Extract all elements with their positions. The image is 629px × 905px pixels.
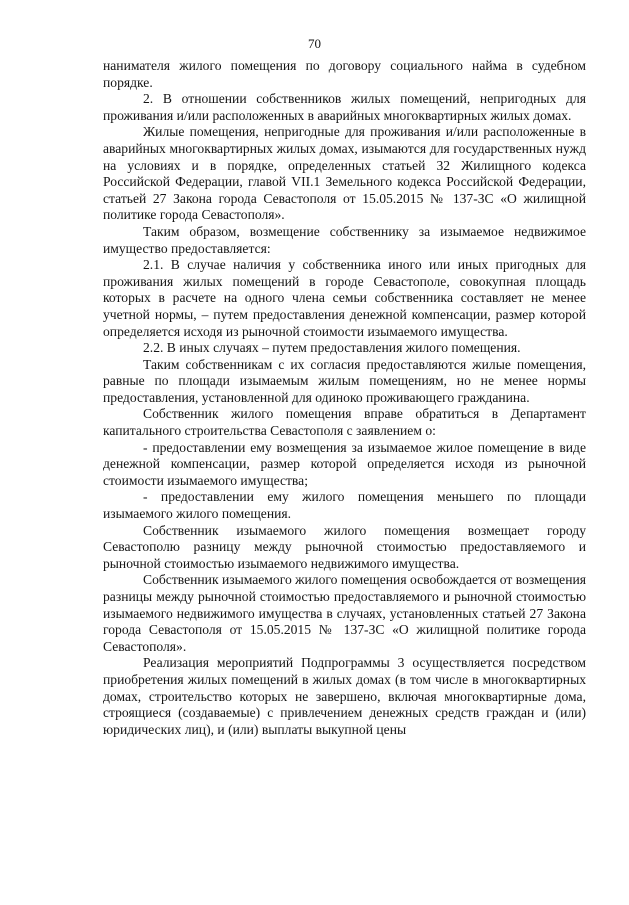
paragraph-exemption: Собственник изымаемого жилого помещения освобождается от возмещения разницы между рыночной стоимостью предоставляемого и рыночной стоимостью изымаемого недвижимого имущества в случаях, установленных статьей 27 Закона города Севастополя от 15.05.2015 № 137-ЗС «О жилищной политике города Севастополя». (103, 572, 586, 654)
page-number: 70 (308, 36, 321, 51)
paragraph-subprogram-3: Реализация мероприятий Подпрограммы 3 осуществляется посредством приобретения жилых помещений в жилых домах (в том числе в многоквартирных домах, строительство которых не завершено, включая многоквартирные дома, строящиеся (создаваемые) с привлечением денежных средств граждан и (или) юридических лиц), и (или) выплаты выкупной цены (103, 655, 586, 737)
paragraph-price-difference: Собственник изымаемого жилого помещения возмещает городу Севастополю разницу между рыночной стоимостью предоставляемого и рыночной стоимостью изымаемого недвижимого имущества. (103, 522, 586, 571)
paragraph-continuation: нанимателя жилого помещения по договору социального найма в судебном порядке. (103, 58, 586, 90)
paragraph-compensation-intro: Таким образом, возмещение собственнику за изымаемое недвижимое имущество предоставляется: (103, 223, 586, 256)
paragraph-expropriation: Жилые помещения, непригодные для проживания и/или расположенные в аварийных многоквартирных жилых домах, изымаются для государственных нужд на условиях и в порядке, определенных статьей 32 Жилищного кодекса Российской Федерации, главой VII.1 Земельного кодекса Российской Федерации, статьей 27 Закона города Севастополя от 15.05.2015 № 137-ЗС «О жилищной политике города Севастополя». (103, 124, 586, 223)
paragraph-owner-application: Собственник жилого помещения вправе обратиться в Департамент капитального строительства Севастополя с заявлением о: (103, 406, 586, 439)
paragraph-equal-area: Таким собственникам с их согласия предоставляются жилые помещения, равные по площади изымаемым жилым помещениям, но не менее нормы предоставления, установленной для одиноко проживающего гражданина. (103, 356, 586, 405)
paragraph-clause-2-1: 2.1. В случае наличия у собственника иного или иных пригодных для проживания жилых помещений в городе Севастополе, совокупная площадь которых в расчете на одного члена семьи собственника составляет не менее учетной нормы, – путем предоставления денежной компенсации, размер которой определяется исходя из рыночной стоимости изымаемого имущества. (103, 257, 586, 339)
paragraph-clause-2-2: 2.2. В иных случаях – путем предоставления жилого помещения. (143, 340, 521, 356)
document-body (103, 58, 586, 738)
paragraph-list-item-monetary: - предоставлении ему возмещения за изымаемое жилое помещение в виде денежной компенсации, размер которой определяется исходя из рыночной стоимости изымаемого имущества; (103, 439, 586, 488)
paragraph-list-item-smaller: - предоставлении ему жилого помещения меньшего по площади изымаемого жилого помещения. (103, 489, 586, 522)
paragraph-section-2: 2. В отношении собственников жилых помещений, непригодных для проживания и/или расположенных в аварийных многоквартирных жилых домах. (103, 91, 586, 123)
